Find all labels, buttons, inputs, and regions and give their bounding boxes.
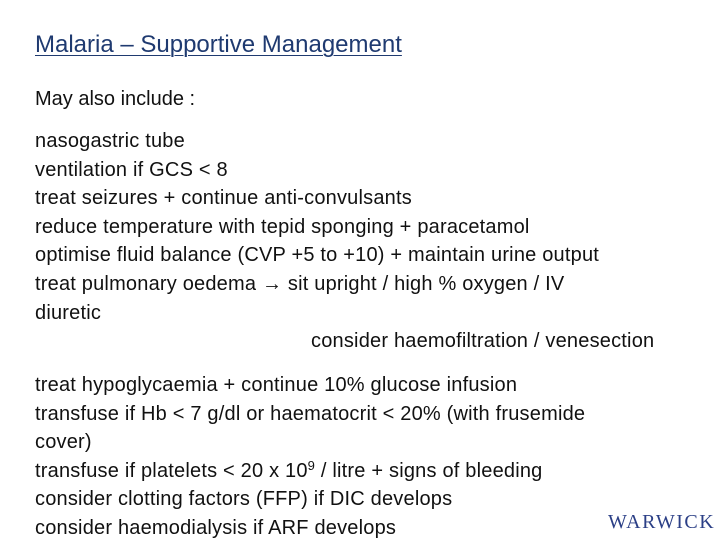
line-clotting-factors: consider clotting factors (FFP) if DIC develops — [35, 488, 453, 511]
line-fluid-balance: optimise fluid balance (CVP +5 to +10) + maintain urine output — [35, 244, 600, 267]
line-diuretic: diuretic — [35, 301, 102, 324]
intro-text: May also include : — [35, 88, 196, 110]
warwick-logo: WARWICK — [608, 511, 716, 533]
slide-title: Malaria – Supportive Management — [35, 31, 402, 58]
line-ventilation: ventilation if GCS < 8 — [35, 158, 228, 181]
line-haemofiltration: consider haemofiltration / venesection — [311, 330, 655, 353]
platelets-text-end: / litre + signs of bleeding — [315, 459, 543, 482]
line-platelets — [35, 457, 715, 486]
platelets-text: transfuse if platelets < 20 x 10 — [35, 459, 308, 482]
bullet-block-1 — [35, 127, 715, 356]
line-pulmonary-oedema: treat pulmonary oedema → sit upright / high % oxygen / IV — [35, 272, 565, 295]
line-temperature: reduce temperature with tepid sponging + paracetamol — [35, 215, 530, 238]
line-transfuse-hb: transfuse if Hb < 7 g/dl or haematocrit < 20% (with frusemide — [35, 402, 586, 425]
line-haemodialysis: consider haemodialysis if ARF develops — [35, 516, 397, 539]
line-cover: cover) — [35, 431, 92, 454]
line-hypoglycaemia: treat hypoglycaemia + continue 10% glucose infusion — [35, 374, 518, 396]
line-seizures: treat seizures + continue anti-convulsants — [35, 187, 412, 210]
platelets-exponent: 9 — [307, 457, 316, 473]
line-nasogastric: nasogastric tube — [35, 130, 185, 152]
